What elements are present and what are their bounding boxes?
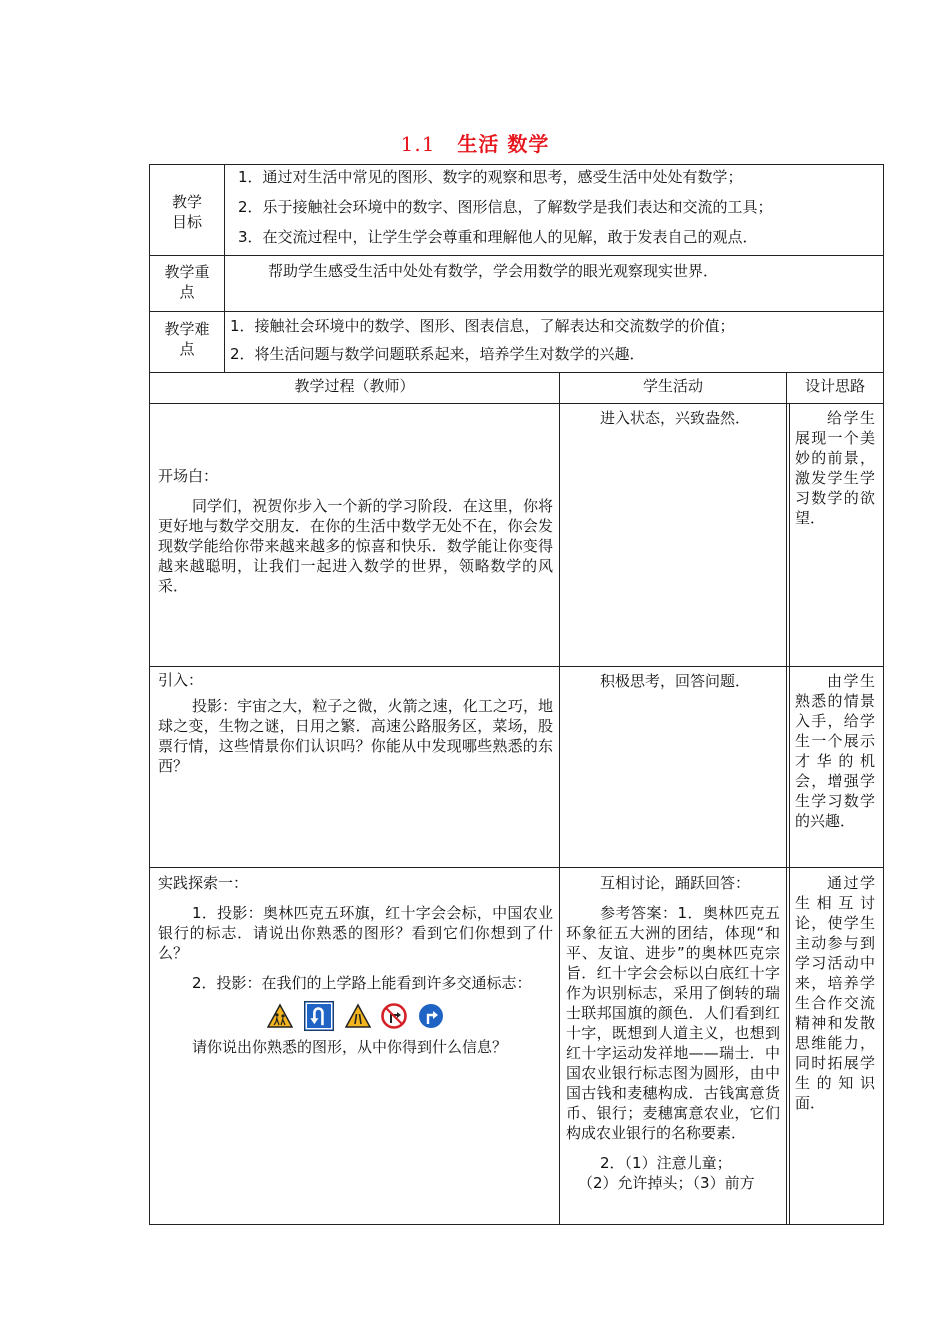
design-1: 给学生展现一个美妙的前景，激发学生学习数学的欲望．: [795, 409, 875, 527]
keypoint-label: 教学重点: [164, 263, 210, 301]
difficulty-list: [230, 316, 880, 364]
activity-3: [566, 873, 780, 1193]
header-activity: 学生活动: [642, 377, 703, 395]
answer-2b: （2）允许掉头；（3）前方: [578, 1174, 755, 1192]
activity-2: 积极思考，回答问题．: [600, 672, 751, 690]
reference-answer: 参考答案：1．奥林匹克五环象征五大洲的团结，体现“和平、友谊、进步”的奥林匹克宗旨．红十字会会标以白底红十字作为识别标志，采用了倒转的瑞士联邦国旗的颜色．人们看到红十字，既想到人道主义，也想到红十字运动发祥地——瑞士．中国农业银行标志图为圆形，由中国古钱和麦穗构成．古钱寓意货币、银行；麦穗寓意农业，它们构成农业银行的名称要素．: [566, 904, 780, 1142]
children-warning-icon: [267, 1003, 293, 1029]
practice-section: [158, 873, 553, 1057]
practice-q2: 2．投影：在我们的上学路上能看到许多交通标志：: [192, 974, 532, 992]
objective-item: 1．通过对生活中常见的图形、数字的观察和思考，感受生活中处处有数学；: [238, 168, 743, 186]
objective-item: 2．乐于接触社会环境中的数字、图形信息，了解数学是我们表达和交流的工具；: [238, 198, 773, 216]
opening-section: [158, 466, 553, 596]
practice-q1: 1．投影：奥林匹克五环旗，红十字会会标，中国农业银行的标志．请说出你熟悉的图形？看到它们你想到了什么？: [158, 904, 553, 962]
objective-item: 3．在交流过程中，让学生学会尊重和理解他人的见解，敢于发表自己的观点．: [238, 228, 758, 246]
title-text: 生活 数学: [457, 132, 550, 156]
design-3: 通过学生相互讨论，使学生主动参与到学习活动中来，培养学生合作交流精神和发散思维能力，同时拓展学生的知识面．: [795, 874, 875, 1112]
header-design: 设计思路: [804, 377, 865, 395]
practice-heading: 实践探索一：: [158, 874, 249, 892]
title-number: 1.1: [400, 132, 436, 156]
answer-2a: 2．（1）注意儿童；: [600, 1154, 732, 1172]
no-right-turn-icon: [381, 1003, 407, 1029]
right-turn-icon: [418, 1003, 444, 1029]
objectives-label: 教学目标: [171, 193, 202, 231]
road-narrows-icon: [345, 1003, 371, 1029]
objectives-list: [238, 167, 878, 247]
intro-section: [158, 670, 553, 776]
opening-body: 同学们，祝贺你步入一个新的学习阶段．在这里，你将更好地与数学交朋友．在你的生活中数学无处不在，你会发现数学能给你带来越来越多的惊喜和快乐．数学能让你变得越来越聪明，让我们一起进入数学的世界，领略数学的风采．: [158, 497, 553, 595]
difficulty-item: 2．将生活问题与数学问题联系起来，培养学生对数学的兴趣．: [230, 345, 645, 363]
page-title: [0, 128, 950, 157]
keypoint-text: 帮助学生感受生活中处处有数学，学会用数学的眼光观察现实世界．: [268, 262, 719, 280]
activity-1: 进入状态，兴致盎然．: [600, 409, 751, 427]
intro-heading: 引入：: [158, 671, 204, 689]
traffic-signs: [158, 1001, 553, 1031]
design-2: 由学生熟悉的情景入手，给学生一个展示才华的机会，增强学生学习数学的兴趣．: [795, 672, 875, 830]
activity-3-heading: 互相讨论，踊跃回答：: [600, 874, 751, 892]
intro-body: 投影：宇宙之大，粒子之微，火箭之速，化工之巧，地球之变，生物之谜，日用之繁．高速公路服务区，菜场，股票行情，这些情景你们认识吗？你能从中发现哪些熟悉的东西？: [158, 697, 553, 775]
opening-heading: 开场白：: [158, 467, 219, 485]
header-process: 教学过程（教师）: [294, 377, 415, 395]
difficulty-item: 1．接触社会环境中的数学、图形、图表信息，了解表达和交流数学的价值；: [230, 317, 735, 335]
practice-q3: 请你说出你熟悉的图形，从中你得到什么信息？: [192, 1038, 508, 1056]
u-turn-icon: [304, 1001, 334, 1031]
difficulty-label: 教学难点: [164, 320, 210, 358]
